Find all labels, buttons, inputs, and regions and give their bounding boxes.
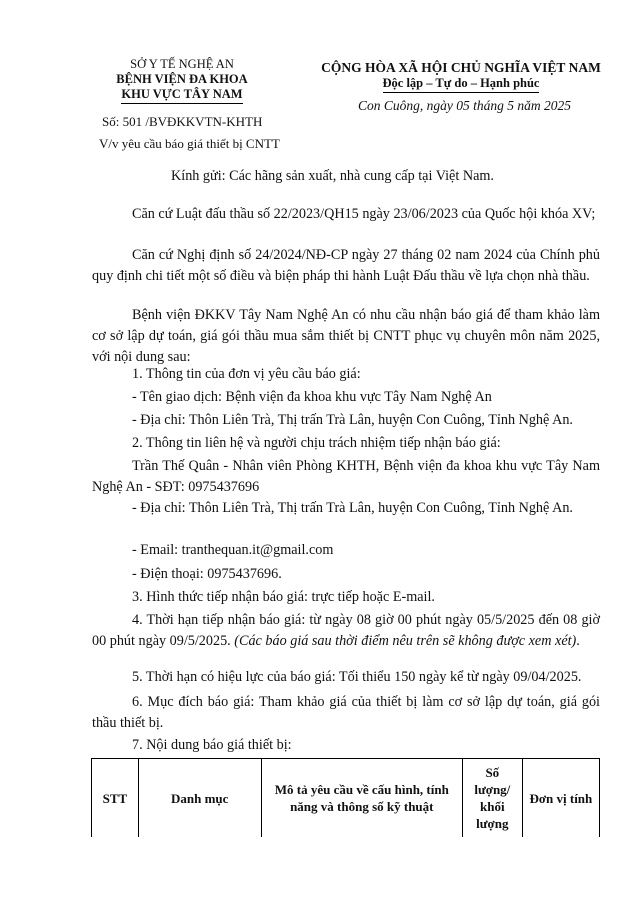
col-quantity: Số lượng/ khối lượng [462,759,522,838]
recipient-line: Kính gửi: Các hãng sản xuất, nhà cung cấp tại Việt Nam. [171,168,494,184]
section-1-name: - Tên giao dịch: Bệnh viện đa khoa khu vực Tây Nam Nghệ An [132,389,492,405]
section-2-title: 2. Thông tin liên hệ và người chịu trách nhiệm tiếp nhận báo giá: [132,435,501,451]
legal-basis-1: Căn cứ Luật đấu thầu số 22/2023/QH15 ngày 23/06/2023 của Quốc hội khóa XV; [132,206,596,222]
section-4-end: . [576,633,580,649]
hospital-name-line1: BỆNH VIỆN ĐA KHOA [116,72,248,86]
col-unit: Đơn vị tính [522,759,599,838]
document-subject: V/v yêu cầu báo giá thiết bị CNTT [99,136,280,151]
legal-basis-2: Căn cứ Nghị định số 24/2024/NĐ-CP ngày 27 tháng 02 nam 2024 của Chính phủ quy định chi tiết một số điều và biện pháp thi hành Luật Đấu thầu về lựa chọn nhà thầu. [92,247,600,284]
col-category: Danh mục [138,759,261,838]
section-3: 3. Hình thức tiếp nhận báo giá: trực tiếp hoặc E-mail. [132,589,435,605]
hospital-name-line2: KHU VỰC TÂY NAM [121,87,242,104]
section-2-phone: - Điện thoại: 0975437696. [132,566,282,582]
col-description: Mô tả yêu cầu về cấu hình, tính năng và thông số kỹ thuật [261,759,462,838]
section-6: 6. Mục đích báo giá: Tham khảo giá của thiết bị làm cơ sở lập dự toán, giá gói thầu thiết bị. [92,694,600,731]
section-2-email: - Email: tranthequan.it@gmail.com [132,542,334,558]
section-4-note: (Các báo giá sau thời điểm nêu trên sẽ không được xem xét) [234,633,577,649]
section-2-contact: Trần Thế Quân - Nhân viên Phòng KHTH, Bệnh viện đa khoa khu vực Tây Nam Nghệ An - SĐT: 0975437696 [92,458,600,495]
section-7: 7. Nội dung báo giá thiết bị: [132,737,292,753]
place-date: Con Cuông, ngày 05 tháng 5 năm 2025 [358,98,572,113]
country-name: CỘNG HÒA XÃ HỘI CHỦ NGHĨA VIỆT NAM [321,60,601,75]
national-header [300,60,622,93]
issuer-block [92,57,272,104]
section-2-address: - Địa chỉ: Thôn Liên Trà, Thị trấn Trà Lân, huyện Con Cuông, Tỉnh Nghệ An. [132,500,573,516]
department-name: SỞ Y TẾ NGHỆ AN [130,57,234,71]
section-1-address: - Địa chỉ: Thôn Liên Trà, Thị trấn Trà Lân, huyện Con Cuông, Tỉnh Nghệ An. [132,412,573,428]
request-intro: Bệnh viện ĐKKV Tây Nam Nghệ An có nhu cầu nhận báo giá để tham khảo làm cơ sở lập dự toán, giá gói thầu mua sắm thiết bị CNTT phục vụ chuyên môn năm 2025, với nội dung sau: [92,307,600,365]
section-4-main: 4. Thời hạn tiếp nhận báo giá: từ ngày 08 giờ 00 phút ngày 05/5/2025 đến 08 giờ 00 phút ngày 09/5/2025. [92,612,600,649]
section-1-title: 1. Thông tin của đơn vị yêu cầu báo giá: [132,366,361,382]
national-motto: Độc lập – Tự do – Hạnh phúc [383,76,540,93]
quotation-table [91,758,600,837]
document-number: Số: 501 /BVĐKKVTN-KHTH [102,114,263,129]
section-5: 5. Thời hạn có hiệu lực của báo giá: Tối thiểu 150 ngày kể từ ngày 09/04/2025. [132,669,582,685]
section-4 [92,610,600,652]
col-stt: STT [92,759,139,838]
